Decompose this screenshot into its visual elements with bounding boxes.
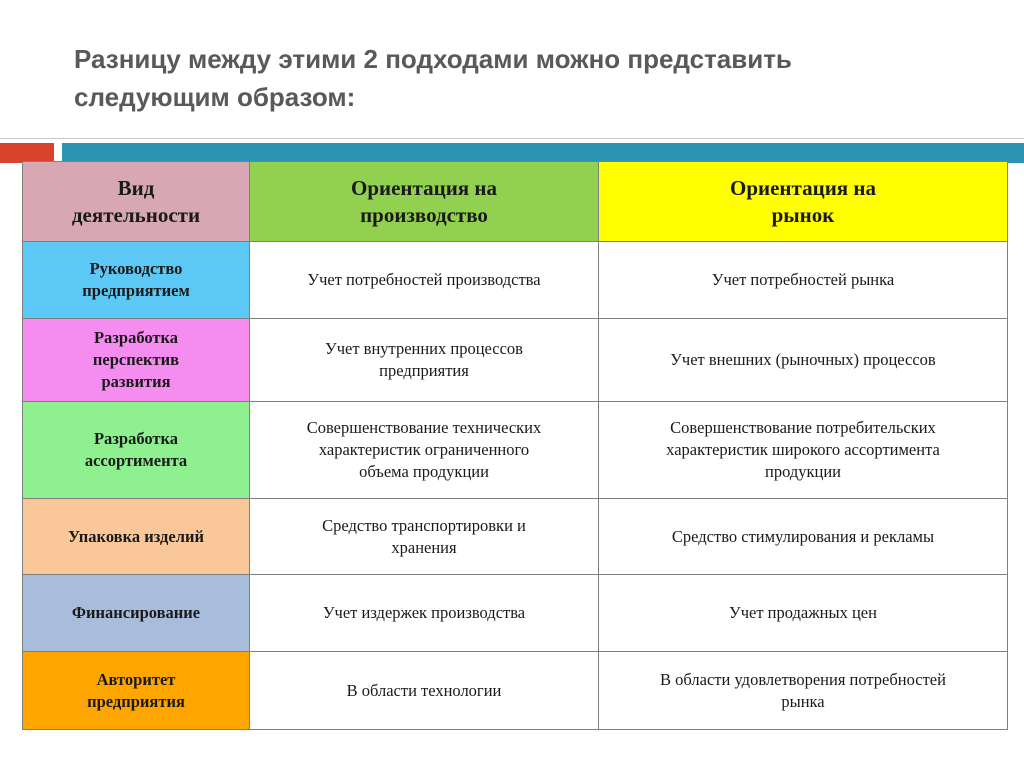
header-market-line: Ориентация на: [729, 175, 876, 200]
table-row: [23, 242, 1008, 319]
production-cell: [250, 242, 599, 319]
row-activity-cell: [23, 402, 250, 499]
production-line: Учет издержек производства: [322, 603, 526, 622]
market-line: Средство стимулирования и рекламы: [671, 526, 935, 546]
row-activity-line: Разработка: [93, 429, 179, 448]
table-row: [23, 499, 1008, 575]
row-activity-line: предприятия: [87, 691, 185, 711]
production-cell: [250, 575, 599, 652]
production-cell: [250, 402, 599, 499]
row-activity-line: ассортимента: [84, 451, 188, 470]
row-activity-line: предприятием: [82, 281, 190, 300]
comparison-table: [22, 161, 1008, 730]
production-line: В области технологии: [346, 680, 502, 700]
row-activity-cell: [23, 652, 250, 730]
row-activity-line: Финансирование: [71, 603, 201, 622]
slide-title-line-2: следующим образом:: [74, 82, 356, 112]
market-cell: [599, 652, 1008, 730]
production-cell: [250, 499, 599, 575]
slide-title: [74, 40, 974, 116]
row-activity-line: Авторитет: [96, 669, 176, 689]
market-line: Учет потребностей рынка: [711, 270, 895, 289]
production-line: предприятия: [379, 361, 469, 380]
header-production-line: Ориентация на: [350, 175, 497, 200]
market-cell: [599, 499, 1008, 575]
production-line: характеристик ограниченного: [318, 440, 530, 459]
production-cell: [250, 319, 599, 402]
header-activity: [23, 162, 250, 242]
table-header-row: [23, 162, 1008, 242]
row-activity-line: перспектив: [92, 350, 180, 369]
row-activity-line: Разработка: [93, 328, 179, 347]
market-line: рынка: [781, 691, 825, 711]
table-row: [23, 575, 1008, 652]
row-activity-line: развития: [101, 372, 171, 391]
header-divider-line: [0, 138, 1024, 139]
table-row: [23, 319, 1008, 402]
header-production: [250, 162, 599, 242]
row-activity-line: Руководство: [89, 259, 183, 278]
slide-title-line-1: Разницу между этими 2 подходами можно представить: [74, 44, 792, 74]
market-line: В области удовлетворения потребностей: [660, 669, 946, 689]
market-line: Совершенствование потребительских: [670, 418, 936, 437]
production-line: объема продукции: [359, 462, 489, 481]
market-cell: [599, 242, 1008, 319]
accent-bar-teal: [62, 143, 1024, 163]
accent-bar-gap: [54, 143, 62, 163]
production-line: Учет потребностей производства: [307, 270, 541, 289]
row-activity-cell: [23, 242, 250, 319]
header-market-line: рынок: [771, 202, 835, 227]
header-market: [599, 162, 1008, 242]
production-line: хранения: [391, 537, 457, 557]
production-cell: [250, 652, 599, 730]
market-cell: [599, 575, 1008, 652]
row-activity-cell: [23, 319, 250, 402]
market-cell: [599, 319, 1008, 402]
market-line: продукции: [764, 462, 841, 481]
header-activity-line: деятельности: [71, 202, 201, 227]
production-line: Средство транспортировки и: [322, 515, 526, 535]
header-activity-line: Вид: [117, 175, 155, 200]
market-cell: [599, 402, 1008, 499]
production-line: Совершенствование технических: [306, 418, 542, 437]
market-line: характеристик широкого ассортимента: [666, 440, 940, 459]
row-activity-line: Упаковка изделий: [68, 526, 204, 546]
market-line: Учет продажных цен: [729, 603, 877, 622]
production-line: Учет внутренних процессов: [325, 339, 523, 358]
row-activity-cell: [23, 575, 250, 652]
header-production-line: производство: [360, 202, 488, 227]
row-activity-cell: [23, 499, 250, 575]
table-row: [23, 402, 1008, 499]
market-line: Учет внешних (рыночных) процессов: [670, 350, 936, 369]
accent-bar-red: [0, 143, 54, 163]
table-row: [23, 652, 1008, 730]
